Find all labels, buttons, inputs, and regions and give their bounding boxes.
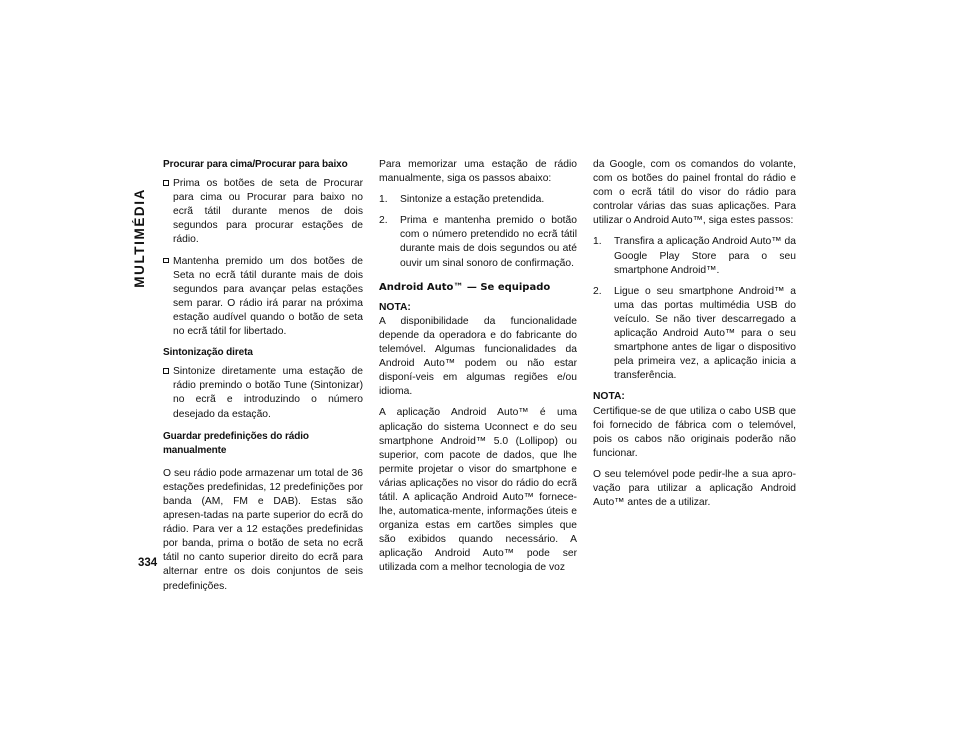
presets-heading: Guardar predefinições do rádio manualmente [163,430,309,456]
continuation-paragraph: da Google, com os comandos do volante, com os botões do painel frontal do rádio e com o ecrã tátil do visor do rádio para controlar várias das suas aplicações. Para utilizar o Android Auto™, siga estes passos: [593,159,796,227]
column-1 [163,158,363,601]
android-step-1: 1. Transfira a aplicação Android Auto™ da Google Play Store para o seu smartphone Android™. [593,236,796,276]
direct-tuning-bullet: Sintonize diretamente uma estação de rádio premindo o botão Tune (Sintonizar) no ecrã e introduzindo o número desejado da estação. [163,365,363,421]
note-label-2: NOTA: [593,391,625,403]
memorize-step-2: 2. Prima e mantenha premido o botão com o número pretendido no ecrã tátil durante mais de dois segundos ou até ouvir um sinal sonoro de confirmação. [379,215,577,269]
checkbox-bullet-icon [163,258,169,264]
checkbox-bullet-icon [163,368,169,374]
seek-bullet-1: Prima os botões de seta de Procurar para cima ou Procurar para baixo no ecrã tátil durante menos de dois segundos para procurar estações de rádio. [163,177,363,247]
android-step-2: 2. Ligue o seu smartphone Android™ a uma das portas multimédia USB do veículo. Se não tiver descarregado a aplicação Android Auto™ para o seu smartphone antes de ligar o dispositivo pela primeira vez, a aplicação inicia a transferência. [593,285,796,382]
note-label: NOTA: [379,301,411,313]
note-text-2: Certifique-se de que utiliza o cabo USB que foi fornecido de fábrica com o telemóvel, pois os cabos não originais poderão não funcionar. [593,405,796,459]
approval-paragraph: O seu telemóvel pode pedir-lhe a sua apro-vação para utilizar a aplicação Android Auto™ antes de a utilizar. [593,468,796,509]
memorize-step-1: 1. Sintonize a estação pretendida. [379,194,545,206]
column-2 [379,158,577,583]
column-3 [593,158,796,517]
android-auto-title: Android Auto™ — Se equipado [379,281,551,293]
seek-bullet-2: Mantenha premido um dos botões de Seta no ecrã tátil durante mais de dois segundos para avançar pelas estações sem parar. O rádio irá parar na próxima estação audível quando o botão de seta no ecrã tátil for libertado. [163,255,363,340]
android-auto-paragraph: A aplicação Android Auto™ é uma aplicação do sistema Uconnect e do seu smartphone Android™ 5.0 (Lollipop) ou superior, com pacote de dados, que lhe permite projetar o visor do smartphone e várias aplicações no visor do rádio do ecrã tátil. A aplicação Android Auto™ fornece-lhe, automatica-mente, informações úteis e organiza estas em cartões simples que são exibidos quando necessário. A aplicação Android Auto™ pode ser utilizada com a melhor tecnologia de voz [379,407,577,574]
page-number: 334 [138,557,158,569]
direct-tuning-heading: Sintonização direta [163,347,253,359]
presets-paragraph: O seu rádio pode armazenar um total de 36 estações predefinidas, 12 predefinições por banda (AM, FM e DAB). Estas são apresen-tadas na parte superior do ecrã do rádio. Para ver a 12 estações predefinidas por banda, prima o botão de seta no ecrã tátil no canto superior direito do ecrã para alternar entre os dois conjuntos de seis predefinições. [163,467,363,592]
checkbox-bullet-icon [163,180,169,186]
note-text: A disponibilidade da funcionalidade depende da operadora e do fabricante do telemóvel. Algumas funcionalidades da Android Auto™ podem ou não estar disponí-veis em algumas regiões e/ou idioma. [379,315,577,398]
seek-heading: Procurar para cima/Procurar para baixo [163,159,348,170]
memorize-paragraph: Para memorizar uma estação de rádio manualmente, siga os passos abaixo: [379,159,577,185]
section-side-tab: MULTIMÉDIA [132,188,147,288]
